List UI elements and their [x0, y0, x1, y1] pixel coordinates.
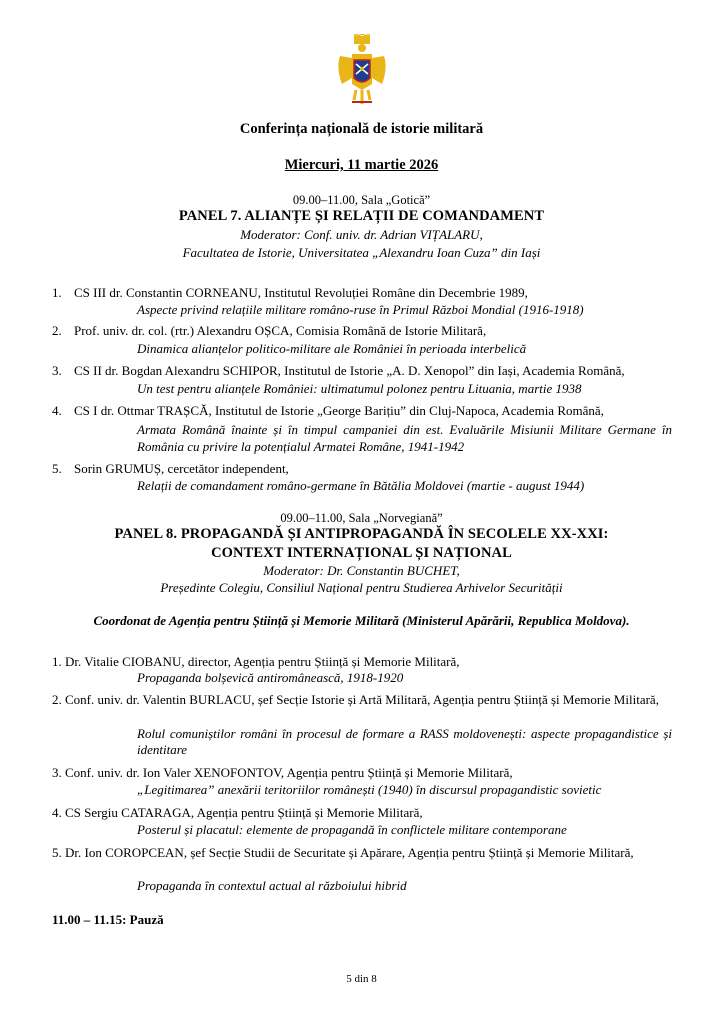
talk-title: Armata Română înainte și în timpul campaniei din est. Evaluările Misiunii Militare Germane în România cu privire la potențialul Armatei Române, 1941-1942 — [137, 422, 672, 454]
talk-title: Relații de comandament româno-germane în Bătălia Moldovei (martie - august 1944) — [137, 478, 585, 493]
conference-date: Miercuri, 11 martie 2026 — [284, 157, 439, 173]
break-time: 11.00 – 11.15: Pauză — [52, 912, 164, 927]
panel7-session: 09.00–11.00, Sala „Gotică” — [292, 193, 431, 207]
talk-title: Posterul și placatul: elemente de propagandă în conflictele militare contemporane — [137, 822, 567, 837]
talk-title: Dinamica alianțelor politico-militare ale României în perioada interbelică — [137, 341, 527, 356]
panel8-session: 09.00–11.00, Sala „Norvegiană” — [280, 511, 443, 525]
talk-title: „Legitimarea” anexării teritoriilor românești (1940) în discursul propagandistic sovietic — [137, 782, 602, 797]
panel8-moderator: Moderator: Dr. Constantin BUCHET, — [263, 563, 460, 578]
talk-title: Propaganda în contextul actual al războiului hibrid — [137, 878, 407, 893]
talk-title: Propaganda bolșevică antiromânească, 1918-1920 — [137, 670, 404, 685]
panel7-moderator: Moderator: Conf. univ. dr. Adrian VIȚALARU, — [240, 227, 483, 242]
coat-of-arms-icon — [334, 34, 390, 108]
talk-title: Rolul comuniștilor români în procesul de formare a RASS moldovenești: aspecte propagandistice și identitare — [137, 726, 672, 757]
speaker: CS III dr. Constantin CORNEANU, Institutul Revoluției Române din Decembrie 1989, — [74, 285, 528, 300]
speaker: 5. Dr. Ion COROPCEAN, șef Secție Studii de Securitate și Apărare, Agenția pentru Știință și Memorie Militară, — [52, 845, 634, 860]
speaker: Prof. univ. dr. col. (rtr.) Alexandru OȘCA, Comisia Română de Istorie Militară, — [74, 323, 487, 338]
panel8-title-line1: PANEL 8. PROPAGANDĂ ȘI ANTIPROPAGANDĂ ÎN SECOLELE XX-XXI: — [114, 526, 609, 542]
panel8-coordination: Coordonat de Agenția pentru Știință și Memorie Militară (Ministerul Apărării, Republica Moldova). — [93, 613, 630, 628]
conference-title: Conferința națională de istorie militară — [239, 121, 484, 137]
speaker: 1. Dr. Vitalie CIOBANU, director, Agenția pentru Știință și Memorie Militară, — [52, 654, 460, 669]
panel8-moderator-affiliation: Președinte Colegiu, Consiliul Național pentru Studierea Arhivelor Securității — [160, 580, 563, 595]
speaker: 4. CS Sergiu CATARAGA, Agenția pentru Știință și Memorie Militară, — [52, 805, 423, 820]
panel8-title-line2: CONTEXT INTERNAȚIONAL ȘI NAȚIONAL — [211, 545, 512, 561]
page-number: 5 din 8 — [346, 973, 377, 985]
panel7-title: PANEL 7. ALIANȚE ȘI RELAȚII DE COMANDAMENT — [178, 208, 545, 224]
speaker: CS II dr. Bogdan Alexandru SCHIPOR, Institutul de Istorie „A. D. Xenopol” din Iași, Academia Română, — [74, 363, 625, 378]
speaker: Sorin GRUMUȘ, cercetător independent, — [74, 461, 289, 476]
talk-title: Aspecte privind relațiile militare româno-ruse în Primul Război Mondial (1916-1918) — [137, 302, 584, 317]
document-page: Conferința națională de istorie militară Miercuri, 11 martie 2026 09.00–11.00, Sala „Gotică” PANEL 7. ALIANȚE ȘI RELAȚII DE COMANDAMENT Moderator: Conf. univ. dr. Adrian VIȚALARU, Facultatea de Istorie, Universitatea „Alexandru Ioan Cuza” din Iași 1. CS III dr. Constantin CORNEANU, Institutul Revoluției Române din Decembrie 1989, Aspecte privind relațiile militare româno-ruse în Primul Război Mondial (1916-1918) 2. Prof. univ. dr. col. (rtr.) Alexandru OȘCA, Comisia Română de Istorie Militară, Dinamica alianțelor politico-militare ale României în perioada interbelică 3. CS II dr. Bogdan Alexandru SCHIPOR, Institutul de Istorie „A. D. Xenopol” din Iași, Academia Română, Un test pentru alianțele României: ultimatumul polonez pentru Lituania, martie 1938 4. CS I dr. Ottmar TRAȘCĂ, Institutul de Istorie „George Barițiu” din Cluj-Napoca, Academia Română, Armata Română înainte și în timpul campaniei din est. Evaluările Misiunii Militare Germane în România cu privire la potențialul Armatei Române, 1941-1942 5. Sorin GRUMUȘ, cercetător independent, Relații de comandament româno-germane în Bătălia Moldovei (martie - august 1944) 09.00–11.00, Sala „Norvegiană” PANEL 8. PROPAGANDĂ ȘI ANTIPROPAGANDĂ ÎN SECOLELE XX-XXI: CONTEXT INTERNAȚIONAL ȘI NAȚIONAL Moderator: Dr. Constantin BUCHET, Președinte Colegiu, Consiliul Național pentru Studierea Arhivelor Securității Coordonat de Agenția pentru Știință și Memorie Militară (Ministerul Apărării, Republica Moldova). 1. Dr. Vitalie CIOBANU, director, Agenția pentru Știință și Memorie Militară, Propaganda bolșevică antiromânească, 1918-1920 2. Conf. univ. dr. Valentin BURLACU, șef Secție Istorie și Artă Militară, Agenția pentru Știință și Memorie Militară, Rolul comuniștilor români în procesul de formare a RASS moldovenești: aspecte propagandistice și identitare 3. Conf. univ. dr. Ion Valer XENOFONTOV, Agenția pentru Știință și Memorie Militară, „Legitimarea” anexării teritoriilor românești (1940) în discursul propagandistic sovietic 4. CS Sergiu CATARAGA, Agenția pentru Știință și Memorie Militară, Posterul și placatul: elemente de propagandă în conflictele militare contemporane 5. Dr. Ion COROPCEAN, șef Secție Studii de Securitate și Apărare, Agenția pentru Știință și Memorie Militară, Propaganda în contextul actual al războiului hibrid 11.00 – 11.15: Pauză 5 din 8 — [0, 0, 723, 1024]
speaker: CS I dr. Ottmar TRAȘCĂ, Institutul de Istorie „George Barițiu” din Cluj-Napoca, Academia Română, — [74, 403, 604, 418]
talk-title: Un test pentru alianțele României: ultimatumul polonez pentru Lituania, martie 1938 — [137, 381, 582, 396]
speaker: 2. Conf. univ. dr. Valentin BURLACU, șef Secție Istorie și Artă Militară, Agenția pentru Știință și Memorie Militară, — [52, 692, 659, 707]
speaker: 3. Conf. univ. dr. Ion Valer XENOFONTOV, Agenția pentru Știință și Memorie Militară, — [52, 765, 513, 780]
panel7-moderator-affiliation: Facultatea de Istorie, Universitatea „Alexandru Ioan Cuza” din Iași — [182, 245, 541, 260]
